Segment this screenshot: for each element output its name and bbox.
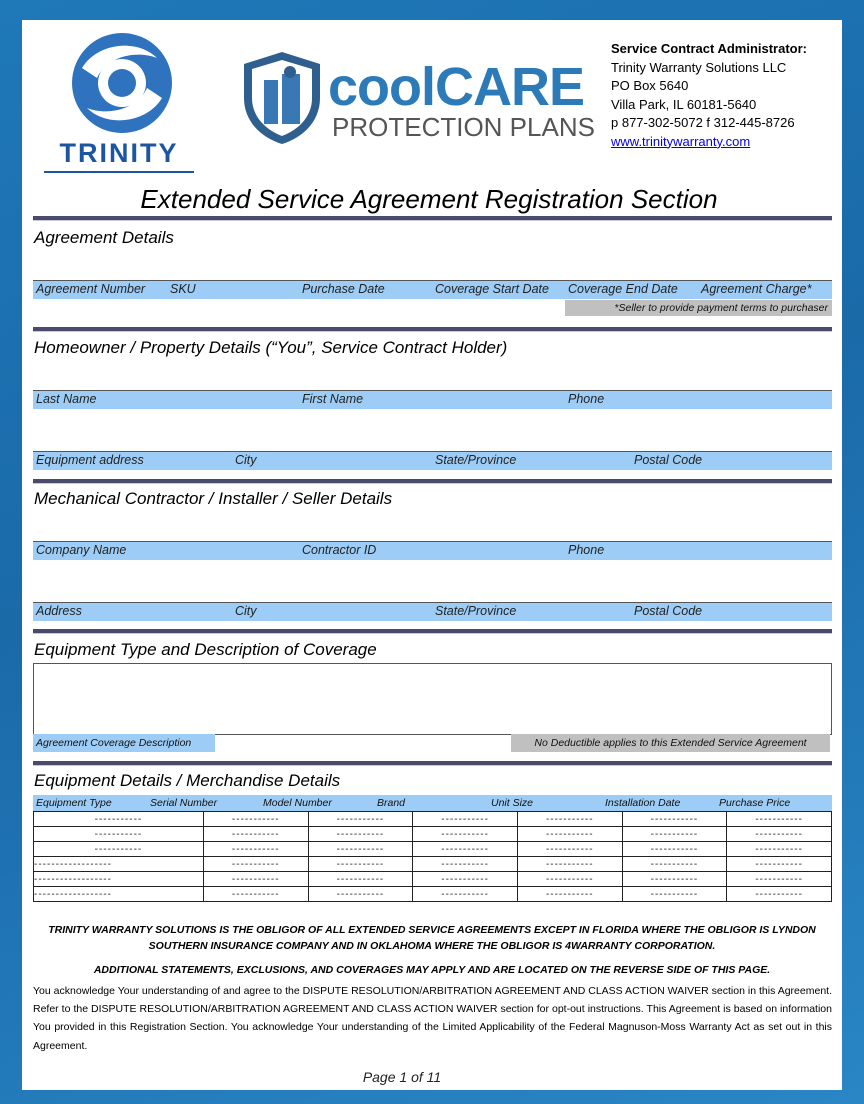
field-label: SKU <box>170 282 196 296</box>
column-header: Model Number <box>263 797 332 809</box>
table-cell[interactable]: ----------- <box>622 812 727 827</box>
trinity-underline <box>44 171 194 173</box>
column-header: Installation Date <box>605 797 681 809</box>
table-row <box>34 842 832 857</box>
payment-terms-note: *Seller to provide payment terms to purchaser <box>565 300 832 316</box>
admin-website-link[interactable]: www.trinitywarranty.com <box>611 133 751 149</box>
coverage-description-label: Agreement Coverage Description <box>33 734 215 752</box>
table-cell[interactable]: ----------- <box>203 842 308 857</box>
coverage-heading: Equipment Type and Description of Coverage <box>34 640 377 659</box>
contractor-row1-bar <box>33 541 832 560</box>
section-divider <box>33 327 832 332</box>
obligor-notice: TRINITY WARRANTY SOLUTIONS IS THE OBLIGOR OF ALL EXTENDED SERVICE AGREEMENTS EXCEPT IN FLORIDA WHERE THE OBLIGOR IS LYNDON SOUTHERN INSURANCE COMPANY AND IN OKLAHOMA WHERE THE OBLIGOR IS 4WARRANTY CORPORATION. <box>48 924 816 952</box>
table-cell[interactable]: ----------- <box>34 812 204 827</box>
table-cell[interactable]: ----------- <box>727 812 832 827</box>
table-row <box>34 827 832 842</box>
agreement-fields-bar <box>33 280 832 299</box>
field-label: Address <box>36 604 82 618</box>
table-cell[interactable]: ----------- <box>622 872 727 887</box>
table-cell[interactable]: ----------- <box>34 842 204 857</box>
column-header: Brand <box>377 797 406 809</box>
field-label: Last Name <box>36 392 97 406</box>
field-label: Postal Code <box>634 604 703 618</box>
table-cell[interactable]: ------------------ <box>34 857 204 872</box>
table-cell[interactable]: ----------- <box>413 827 518 842</box>
column-header: Unit Size <box>491 797 534 809</box>
table-cell[interactable]: ------------------ <box>34 872 204 887</box>
homeowner-heading: Homeowner / Property Details (“You”, Service Contract Holder) <box>34 338 508 357</box>
table-cell[interactable]: ----------- <box>203 812 308 827</box>
page-number: Page 1 of 11 <box>362 1069 442 1085</box>
section-divider <box>33 761 832 766</box>
equipment-table <box>33 811 832 902</box>
field-label: State/Province <box>435 604 517 618</box>
table-cell[interactable]: ----------- <box>727 857 832 872</box>
field-label: Phone <box>568 392 605 406</box>
table-cell[interactable]: ----------- <box>622 857 727 872</box>
additional-notice: ADDITIONAL STATEMENTS, EXCLUSIONS, AND COVERAGES MAY APPLY AND ARE LOCATED ON THE REVERSE SIDE OF THIS PAGE. <box>93 964 771 976</box>
admin-po-box: PO Box 5640 <box>611 78 689 93</box>
field-label: Phone <box>568 543 605 557</box>
table-cell[interactable]: ----------- <box>622 842 727 857</box>
admin-title: Service Contract Administrator: <box>611 41 808 56</box>
table-cell[interactable]: ----------- <box>308 812 413 827</box>
coverage-description-box[interactable] <box>33 663 832 735</box>
table-cell[interactable]: ----------- <box>308 887 413 902</box>
trinity-wordmark: TRINITY <box>59 138 179 168</box>
field-label: City <box>235 453 257 467</box>
column-header: Serial Number <box>150 797 218 809</box>
contractor-row2-bar <box>33 602 832 621</box>
table-cell[interactable]: ----------- <box>727 872 832 887</box>
field-label: Agreement Charge* <box>701 282 812 296</box>
table-cell[interactable]: ----------- <box>34 827 204 842</box>
coolcare-logo <box>240 50 595 150</box>
trinity-swirl-icon <box>42 28 200 138</box>
section-divider <box>33 216 832 221</box>
field-label: Coverage Start Date <box>435 282 549 296</box>
field-label: Postal Code <box>634 453 703 467</box>
table-cell[interactable]: ----------- <box>727 827 832 842</box>
table-cell[interactable]: ----------- <box>203 872 308 887</box>
table-cell[interactable]: ----------- <box>413 887 518 902</box>
table-cell[interactable]: ----------- <box>413 872 518 887</box>
field-label: First Name <box>302 392 364 406</box>
table-cell[interactable]: ----------- <box>308 827 413 842</box>
table-cell[interactable]: ----------- <box>622 827 727 842</box>
table-cell[interactable]: ----------- <box>203 827 308 842</box>
administrator-info <box>611 40 807 151</box>
field-label: Agreement Number <box>36 282 146 296</box>
table-cell[interactable]: ----------- <box>413 812 518 827</box>
table-cell[interactable]: ------------------ <box>34 887 204 902</box>
section-divider <box>33 629 832 634</box>
admin-city: Villa Park, IL 60181-5640 <box>611 96 757 112</box>
field-label: City <box>235 604 257 618</box>
field-label: Company Name <box>36 543 127 557</box>
homeowner-row1-bar <box>33 390 832 409</box>
table-row <box>34 857 832 872</box>
field-label: Coverage End Date <box>568 282 678 296</box>
table-cell[interactable]: ----------- <box>622 887 727 902</box>
table-cell[interactable]: ----------- <box>727 887 832 902</box>
acknowledgement-paragraph: You acknowledge Your understanding of and agree to the DISPUTE RESOLUTION/ARBITRATION AGREEMENT AND CLASS ACTION WAIVER section in this Agreement. Refer to the DISPUTE RESOLUTION/ARBITRATION AGREEMENT AND CLASS ACTION WAIVER section for opt-out instructions. This Agreement is based on information You provided in this Registration Section. You acknowledge Your understanding of the Limited Applicability of the Federal Magnuson-Moss Warranty Act as set out in this Agreement. <box>33 985 832 1052</box>
table-cell[interactable]: ----------- <box>517 887 622 902</box>
table-cell[interactable]: ----------- <box>517 857 622 872</box>
trinity-logo <box>42 28 200 168</box>
table-cell[interactable]: ----------- <box>517 812 622 827</box>
field-label: Equipment address <box>36 453 144 467</box>
field-label: State/Province <box>435 453 517 467</box>
table-cell[interactable]: ----------- <box>308 872 413 887</box>
page-title: Extended Service Agreement Registration Section <box>140 184 718 214</box>
table-cell[interactable]: ----------- <box>308 857 413 872</box>
table-cell[interactable]: ----------- <box>413 842 518 857</box>
shield-icon <box>240 50 324 146</box>
admin-phone: p 877-302-5072 f 312-445-8726 <box>611 115 795 130</box>
coolcare-wordmark: coolCARE <box>328 57 585 117</box>
table-cell[interactable]: ----------- <box>517 827 622 842</box>
table-row <box>34 812 832 827</box>
column-header: Equipment Type <box>36 797 112 809</box>
equipment-header-bar <box>33 795 832 811</box>
table-cell[interactable]: ----------- <box>413 857 518 872</box>
admin-company: Trinity Warranty Solutions LLC <box>611 59 787 75</box>
equipment-heading: Equipment Details / Merchandise Details <box>34 771 341 790</box>
homeowner-row2-bar <box>33 451 832 470</box>
table-cell[interactable]: ----------- <box>517 842 622 857</box>
field-label: Contractor ID <box>302 543 377 557</box>
table-row <box>34 872 832 887</box>
table-row <box>34 887 832 902</box>
column-header: Purchase Price <box>719 797 791 809</box>
table-cell[interactable]: ----------- <box>203 857 308 872</box>
deductible-note: No Deductible applies to this Extended Service Agreement <box>511 734 830 752</box>
field-label: Purchase Date <box>302 282 385 296</box>
table-cell[interactable]: ----------- <box>727 842 832 857</box>
agreement-heading: Agreement Details <box>34 228 174 247</box>
contractor-heading: Mechanical Contractor / Installer / Seller Details <box>34 489 393 508</box>
table-cell[interactable]: ----------- <box>517 872 622 887</box>
coolcare-subtitle: PROTECTION PLANS <box>332 112 595 142</box>
document-page <box>22 20 842 1090</box>
section-divider <box>33 479 832 484</box>
table-cell[interactable]: ----------- <box>203 887 308 902</box>
table-cell[interactable]: ----------- <box>308 842 413 857</box>
